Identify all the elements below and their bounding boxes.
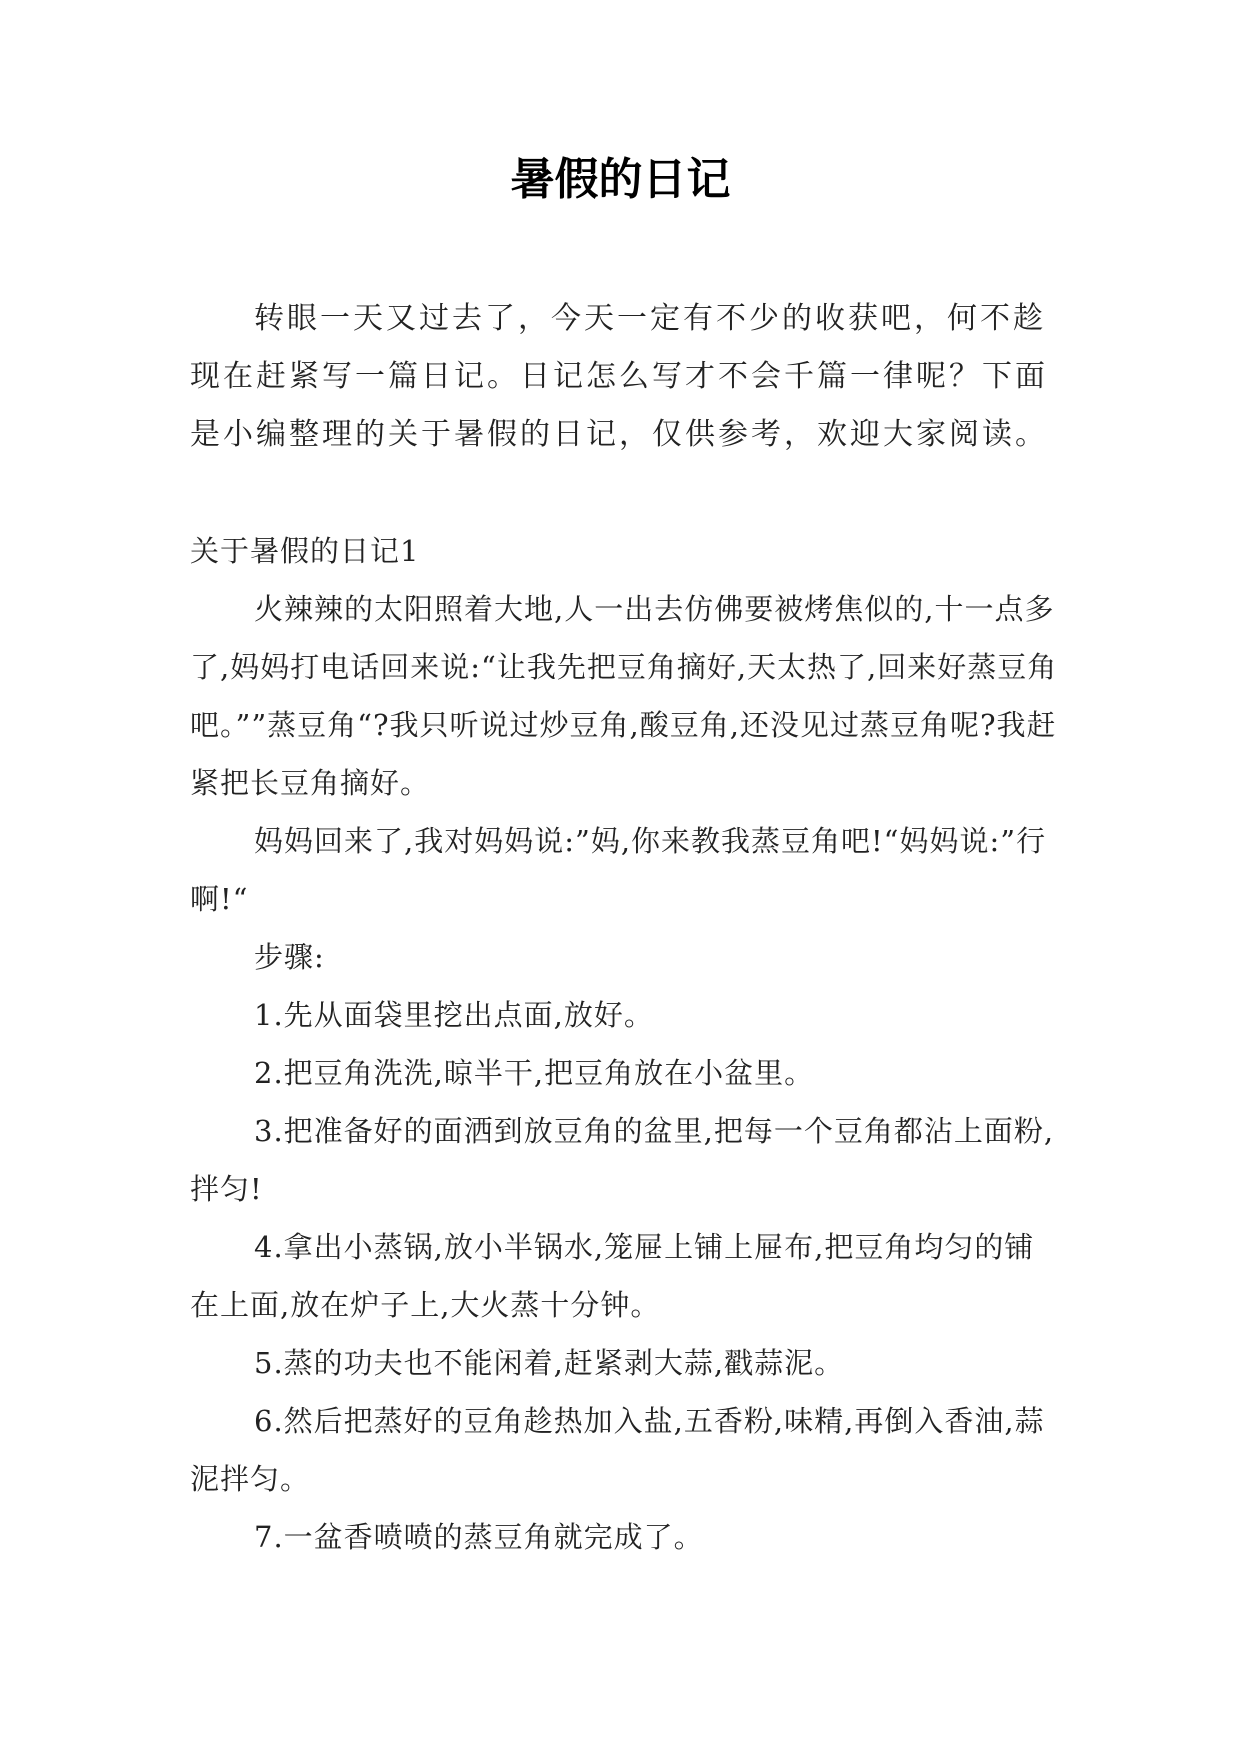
section-heading: 关于暑假的日记1 xyxy=(190,534,420,568)
step-2: 2.把豆角洗洗,晾半干,把豆角放在小盆里。 xyxy=(254,1056,815,1090)
intro-paragraph: 转眼一天又过去了，今天一定有不少的收获吧，何不趁现在赶紧写一篇日记。日记怎么写才不会千篇一律呢？下面是小编整理的关于暑假的日记，仅供参考，欢迎大家阅读。 xyxy=(190,301,1048,452)
step-3: 3.把准备好的面洒到放豆角的盆里,把每一个豆角都沾上面粉,拌匀! xyxy=(190,1114,1055,1206)
paragraph-story: 火辣辣的太阳照着大地,人一出去仿佛要被烤焦似的,十一点多了,妈妈打电话回来说:“让我先把豆角摘好,天太热了,回来好蒸豆角吧。””蒸豆角“?我只听说过炒豆角,酸豆角,还没见过蒸豆角呢?我赶紧把长豆角摘好。 xyxy=(190,592,1058,800)
step-1: 1.先从面袋里挖出点面,放好。 xyxy=(254,998,654,1032)
step-4: 4.拿出小蒸锅,放小半锅水,笼屉上铺上屉布,把豆角均匀的铺在上面,放在炉子上,大火蒸十分钟。 xyxy=(190,1230,1035,1322)
step-6: 6.然后把蒸好的豆角趁热加入盐,五香粉,味精,再倒入香油,蒜泥拌匀。 xyxy=(190,1404,1045,1496)
paragraph-dialogue: 妈妈回来了,我对妈妈说:”妈,你来教我蒸豆角吧!“妈妈说:”行啊!“ xyxy=(190,824,1047,916)
document-title: 暑假的日记 xyxy=(510,154,731,205)
paragraph-steps-label: 步骤: xyxy=(254,940,325,974)
diary-section xyxy=(190,522,1060,1566)
step-7: 7.一盆香喷喷的蒸豆角就完成了。 xyxy=(254,1520,704,1554)
step-5: 5.蒸的功夫也不能闲着,赶紧剥大蒜,戳蒜泥。 xyxy=(254,1346,845,1380)
